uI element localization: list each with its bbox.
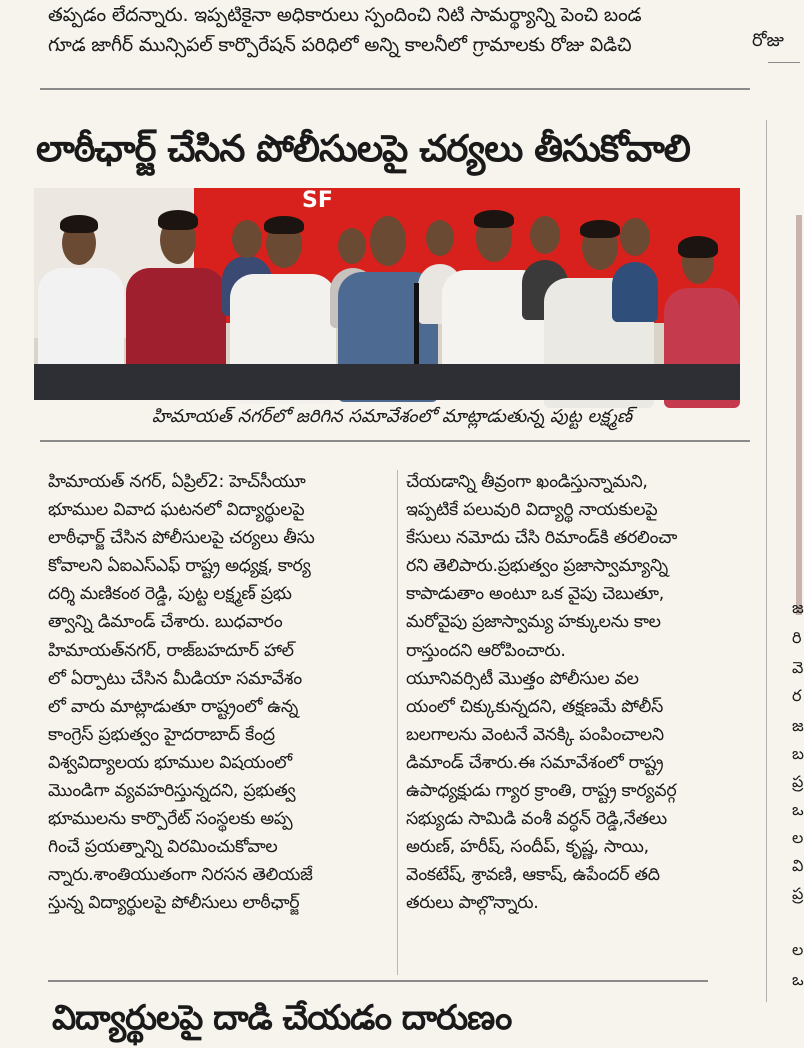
caption-divider [40, 440, 750, 442]
body-line: విశ్వవిద్యాలయ భూముల విషయంలో [48, 752, 292, 773]
body-line: ఉపాధ్యక్షుడు గ్యార క్రాంతి, రాష్ట్ర కార్యవర్గ [406, 781, 677, 802]
adjacent-photo-edge [796, 215, 802, 615]
body-line: కాంగ్రెస్ ప్రభుత్వం హైదరాబాద్ కేంద్ర [48, 724, 275, 745]
section-divider [40, 88, 750, 90]
body-line: దర్శి మణికంఠ రెడ్డి, పుట్ట లక్ష్మణ్ ప్రభు [48, 584, 292, 605]
edge-char: జ [792, 716, 804, 735]
edge-char: ర [792, 686, 802, 705]
body-line: రని తెలిపారు.ప్రభుత్వం ప్రజాస్వామ్యాన్ని [406, 556, 668, 577]
body-line: అరుణ్, హరీష్, సందీప్, కృష్ణ, సాయి, [406, 837, 649, 858]
body-line: త్వాన్ని డిమాండ్ చేశారు. బుధవారం [48, 612, 283, 633]
body-line: కేసులు నమోదు చేసి రిమాండ్‌కి తరలించా [406, 528, 677, 549]
body-line: గించే ప్రయత్నాన్ని విరమించుకోవాల [48, 837, 278, 858]
body-line: యంలో చిక్కుకున్నదని, తక్షణమే పోలీస్ [406, 696, 664, 717]
edge-char: ప్ర [792, 772, 804, 791]
edge-char: వె [792, 658, 804, 677]
body-line: బలగాలను వెంటనే వెనక్కి పంపించాలని [406, 724, 664, 745]
edge-char: జ [792, 598, 804, 617]
body-line: మొండిగా వ్యవహరిస్తున్నదని, ప్రభుత్వ [48, 781, 296, 802]
article-headline: లాఠీఛార్జ్ చేసిన పోలీసులపై చర్యలు తీసుకోవాలి [36, 127, 690, 170]
body-line: యూనివర్సిటీ మొత్తం పోలీసుల వల [406, 668, 639, 689]
photo-caption: హిమాయత్ నగర్‌లో జరిగిన సమావేశంలో మాట్లాడుతున్న పుట్ట లక్ష్మణ్ [151, 406, 633, 427]
body-line: న్నారు.శాంతియుతంగా నిరసన తెలియజే [48, 865, 313, 886]
microphone [414, 283, 419, 373]
edge-char: ఒ [792, 970, 804, 989]
body-line: రాస్తుందని ఆరోపించారు. [406, 640, 566, 661]
next-article-headline: విద్యార్థులపై దాడి చేయడం దారుణం [52, 998, 512, 1038]
column-rule [397, 470, 398, 975]
body-line: భూములను కార్పొరేట్ సంస్థలకు అప్ప [48, 809, 293, 830]
edge-char: ల [792, 828, 804, 847]
edge-char: ఒ [792, 800, 804, 819]
body-line: తరులు పాల్గొన్నారు. [406, 893, 539, 914]
section-divider [768, 62, 800, 63]
previous-article-text [48, 0, 738, 60]
previous-article-line: తప్పడం లేదన్నారు. ఇప్పటికైనా అధికారులు స్పందించి నిటి సామర్థ్యాన్ని పెంచి బండ [48, 4, 642, 26]
adjacent-column-fragment: రోజు [752, 30, 784, 51]
body-line: లో వారు మాట్లాడుతూ రాష్ట్రంలో ఉన్న [48, 696, 298, 717]
edge-char: ల [792, 940, 804, 959]
body-line: హిమాయత్ నగర్, ఏప్రిల్2: హెచ్‌సీయూ [48, 472, 306, 492]
column-rule [766, 120, 767, 1002]
body-line: లాఠీఛార్జ్ చేసిన పోలీసులపై చర్యలు తీసు [48, 528, 315, 549]
adjacent-article-edge [766, 120, 804, 1002]
body-line: హిమాయత్‌నగర్, రాజ్‌బహదూర్ హాల్ [48, 640, 294, 661]
body-line: భూముల వివాద ఘటనలో విద్యార్థులపై [48, 500, 305, 521]
article-photo [34, 188, 740, 400]
body-line: డిమాండ్ చేశారు.ఈ సమావేశంలో రాష్ట్ర [406, 752, 664, 773]
body-line: కాపాడుతాం అంటూ ఒక వైపు చెబుతూ, [406, 584, 664, 605]
edge-char: ప్ర [792, 884, 804, 903]
photo-table [34, 364, 740, 400]
edge-char: బ [792, 744, 804, 763]
banner-text: SF [302, 188, 333, 213]
article-body-left-column [48, 468, 388, 918]
body-line: వెంకటేష్, శ్రావణి, ఆకాష్, ఉపేందర్ తది [406, 865, 660, 886]
body-line: చేయడాన్ని తీవ్రంగా ఖండిస్తున్నామని, [406, 472, 648, 492]
edge-char: వి [792, 856, 804, 875]
body-line: మరోవైపు ప్రజాస్వామ్య హక్కులను కాల [406, 612, 661, 633]
body-line: లో ఏర్పాటు చేసిన మీడియా సమావేశం [48, 668, 302, 689]
article-body-right-column [406, 468, 746, 918]
body-line: స్తున్న విద్యార్థులపై పోలీసులు లాఠీఛార్జ్ [48, 893, 300, 914]
body-line: కోవాలని ఏఐఎస్ఎఫ్ రాష్ట్ర అధ్యక్ష, కార్య [48, 556, 311, 577]
body-line: సభ్యుడు సామిడి వంశీ వర్ధన్ రెడ్డి,నేతలు [406, 809, 667, 830]
edge-char: రి [792, 628, 802, 647]
body-line: ఇప్పటికే పలువురి విద్యార్థి నాయకులపై [406, 500, 658, 521]
previous-article-line: గూడ జాగీర్ మున్సిపల్ కార్పొరేషన్ పరిధిలో అన్ని కాలనీలో గ్రామాలకు రోజు విడిచి [48, 34, 632, 56]
article-end-divider [48, 980, 708, 982]
